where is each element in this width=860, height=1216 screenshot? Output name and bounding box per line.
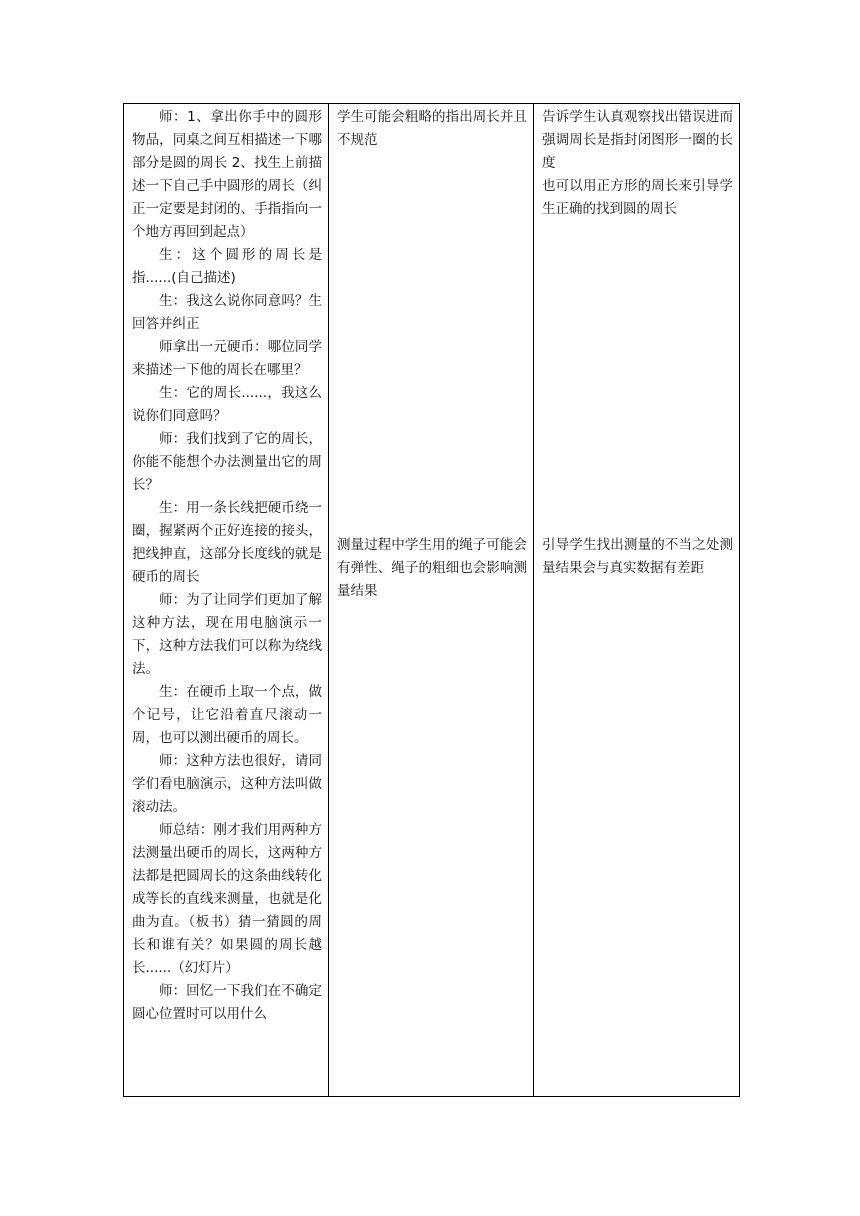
- table-row: [124, 104, 740, 1097]
- dialogue-paragraph: 师：这种方法也很好，请同学们看电脑演示，这种方法叫做滚动法。: [132, 753, 322, 815]
- dialogue-paragraph: 师：为了让同学们更加了解这种方法，现在用电脑演示一下，这种方法我们可以称为绕线法。: [132, 592, 322, 677]
- dialogue-paragraph: 师：我们找到了它的周长，你能不能想个办法测量出它的周长？: [132, 431, 322, 493]
- dialogue-paragraph: 生：它的周长......，我这么说你们同意吗？: [132, 385, 322, 424]
- design-intent-note: 也可以用正方形的周长来引导学生正确的找到圆的周长: [542, 178, 733, 217]
- student-reaction-note: 测量过程中学生用的绳子可能会有弹性、绳子的粗细也会影响测量结果: [337, 537, 527, 599]
- dialogue-paragraph: 生：这个圆形的周长是指......(自己描述): [132, 247, 322, 286]
- design-intent-cell: [534, 104, 740, 1097]
- design-intent-note: 引导学生找出测量的不当之处测量结果会与真实数据有差距: [542, 537, 733, 576]
- dialogue-paragraph: 生：用一条长线把硬币绕一圈，握紧两个正好连接的接头，把线抻直，这部分长度线的就是硬币的周长: [132, 500, 322, 585]
- dialogue-paragraph: 师：回忆一下我们在不确定圆心位置时可以用什么: [132, 983, 322, 1022]
- design-intent-note: 告诉学生认真观察找出错误进而强调周长是指封闭图形一圈的长度: [542, 109, 733, 171]
- dialogue-paragraph: 师总结：刚才我们用两种方法测量出硬币的周长，这两种方法都是把圆周长的这条曲线转化成等长的直线来测量，也就是化曲为直。（板书）猜一猜圆的周长和谁有关？如果圆的周长越长......（幻灯片）: [132, 822, 322, 976]
- dialogue-paragraph: 师拿出一元硬币：哪位同学来描述一下他的周长在哪里？: [132, 339, 322, 378]
- lesson-plan-table: [123, 103, 740, 1097]
- student-reaction-note: 学生可能会粗略的指出周长并且不规范: [337, 109, 527, 148]
- dialogue-paragraph: 师：1、拿出你手中的圆形物品，同桌之间互相描述一下哪部分是圆的周长 2、找生上前描述一下自己手中圆形的周长（纠正一定要是封闭的、手指指向一个地方再回到起点）: [132, 109, 322, 240]
- dialogue-paragraph: 生：在硬币上取一个点，做个记号，让它沿着直尺滚动一周，也可以测出硬币的周长。: [132, 684, 322, 746]
- dialogue-paragraph: 生：我这么说你同意吗？生回答并纠正: [132, 293, 322, 332]
- teacher-student-dialogue-cell: [124, 104, 329, 1097]
- student-reaction-cell: [329, 104, 534, 1097]
